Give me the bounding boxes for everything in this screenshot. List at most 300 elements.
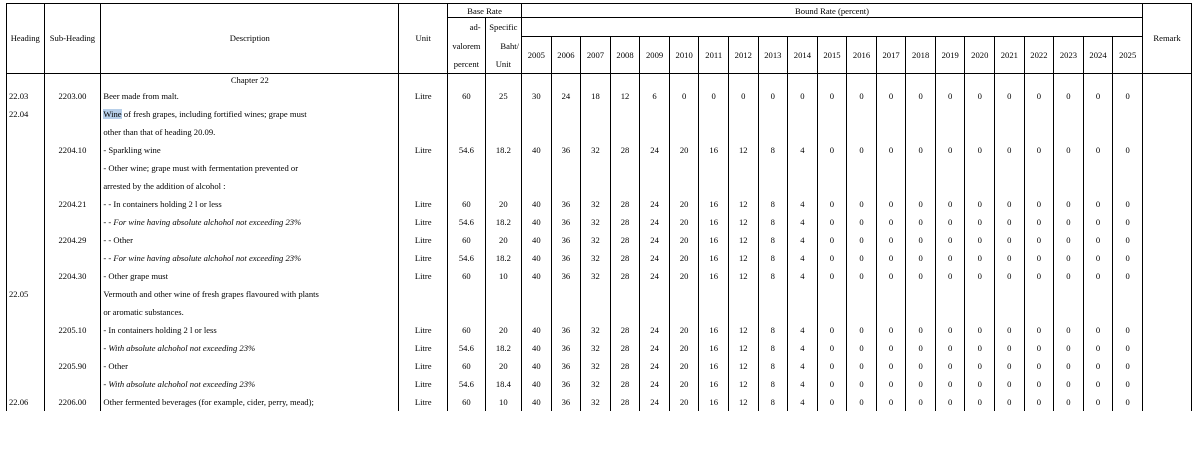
rate-cell-2008: 28 bbox=[610, 141, 640, 159]
rate-cell-2023: 0 bbox=[1054, 213, 1084, 231]
rate-cell-2006: 36 bbox=[551, 249, 581, 267]
heading-cell bbox=[7, 213, 45, 231]
rate-cell-2011: 16 bbox=[699, 249, 729, 267]
subheading-cell: 2205.10 bbox=[44, 321, 101, 339]
rate-cell-2023 bbox=[1054, 159, 1084, 177]
rate-cell-2020 bbox=[965, 159, 995, 177]
rate-cell-2021 bbox=[995, 177, 1025, 195]
heading-cell: 22.06 bbox=[7, 393, 45, 411]
specific-cell: 18.2 bbox=[485, 141, 521, 159]
rate-cell-2015 bbox=[817, 159, 847, 177]
rate-cell-2025 bbox=[1113, 159, 1143, 177]
rate-cell-2022 bbox=[1024, 105, 1054, 123]
remark-cell bbox=[1143, 159, 1192, 177]
description-cell: - - For wine having absolute alchohol not exceeding 23% bbox=[101, 213, 399, 231]
rate-cell-2014: 4 bbox=[788, 357, 818, 375]
rate-cell-2023: 0 bbox=[1054, 249, 1084, 267]
rate-cell-2018: 0 bbox=[906, 375, 936, 393]
rate-cell-2010: 20 bbox=[669, 357, 699, 375]
heading-cell bbox=[7, 321, 45, 339]
subheading-cell: 2204.30 bbox=[44, 267, 101, 285]
rate-cell-2019: 0 bbox=[935, 87, 965, 105]
rate-cell-2020: 0 bbox=[965, 357, 995, 375]
rate-cell-2011: 16 bbox=[699, 375, 729, 393]
subheading-cell bbox=[44, 159, 101, 177]
rate-cell-2020: 0 bbox=[965, 87, 995, 105]
rate-cell-2019: 0 bbox=[935, 141, 965, 159]
unit-cell: Litre bbox=[399, 339, 448, 357]
table-row bbox=[7, 339, 1192, 357]
rate-cell-2005: 40 bbox=[522, 141, 552, 159]
rate-cell-2024 bbox=[1083, 105, 1113, 123]
year-header-2017: 2017 bbox=[876, 37, 906, 74]
rate-cell-2022: 0 bbox=[1024, 267, 1054, 285]
rate-cell-2020: 0 bbox=[965, 267, 995, 285]
rate-cell-2019 bbox=[935, 123, 965, 141]
remark-cell bbox=[1143, 177, 1192, 195]
table-row bbox=[7, 267, 1192, 285]
table-row bbox=[7, 105, 1192, 123]
rate-cell-2016: 0 bbox=[847, 267, 877, 285]
table-row bbox=[7, 141, 1192, 159]
rate-cell-2015: 0 bbox=[817, 321, 847, 339]
rate-cell-2011: 16 bbox=[699, 195, 729, 213]
rate-cell-2009: 24 bbox=[640, 195, 670, 213]
rate-cell-2011: 16 bbox=[699, 339, 729, 357]
year-header-2011: 2011 bbox=[699, 37, 729, 74]
rate-cell-2018 bbox=[906, 123, 936, 141]
heading-cell bbox=[7, 159, 45, 177]
rate-cell-2005: 40 bbox=[522, 393, 552, 411]
rate-cell-2023: 0 bbox=[1054, 357, 1084, 375]
remark-cell bbox=[1143, 285, 1192, 303]
specific-cell bbox=[485, 303, 521, 321]
advalorem-cell: 54.6 bbox=[448, 141, 486, 159]
rate-cell-2017: 0 bbox=[876, 141, 906, 159]
rate-cell-2018: 0 bbox=[906, 213, 936, 231]
rate-cell-2010: 20 bbox=[669, 141, 699, 159]
remark-cell bbox=[1143, 231, 1192, 249]
rate-cell-2022 bbox=[1024, 177, 1054, 195]
rate-cell-2020: 0 bbox=[965, 393, 995, 411]
rate-cell-2008: 28 bbox=[610, 393, 640, 411]
rate-cell-2007: 32 bbox=[581, 195, 611, 213]
description-cell: Beer made from malt. bbox=[101, 87, 399, 105]
rate-cell-2008: 28 bbox=[610, 195, 640, 213]
rate-cell-2015: 0 bbox=[817, 339, 847, 357]
rate-cell-2011: 16 bbox=[699, 321, 729, 339]
advalorem-cell bbox=[448, 285, 486, 303]
rate-cell-2011 bbox=[699, 303, 729, 321]
rate-cell-2016 bbox=[847, 105, 877, 123]
rate-cell-2025: 0 bbox=[1113, 231, 1143, 249]
rate-cell-2017: 0 bbox=[876, 249, 906, 267]
rate-cell-2005: 40 bbox=[522, 213, 552, 231]
heading-cell bbox=[7, 177, 45, 195]
rate-cell-2024 bbox=[1083, 159, 1113, 177]
rate-cell-2023: 0 bbox=[1054, 321, 1084, 339]
rate-cell-2015 bbox=[817, 123, 847, 141]
rate-cell-2011 bbox=[699, 105, 729, 123]
table-row bbox=[7, 159, 1192, 177]
rate-cell-2022: 0 bbox=[1024, 87, 1054, 105]
rate-cell-2009 bbox=[640, 303, 670, 321]
rate-cell-2009: 24 bbox=[640, 321, 670, 339]
unit-cell bbox=[399, 177, 448, 195]
rate-cell-2015 bbox=[817, 177, 847, 195]
specific-cell bbox=[485, 285, 521, 303]
rate-cell-2011 bbox=[699, 159, 729, 177]
rate-cell-2022: 0 bbox=[1024, 339, 1054, 357]
rate-cell-2021: 0 bbox=[995, 213, 1025, 231]
rate-cell-2015 bbox=[817, 303, 847, 321]
rate-cell-2021: 0 bbox=[995, 249, 1025, 267]
rate-cell-2015: 0 bbox=[817, 393, 847, 411]
rate-cell-2015: 0 bbox=[817, 375, 847, 393]
specific-cell: 20 bbox=[485, 321, 521, 339]
rate-cell-2022: 0 bbox=[1024, 195, 1054, 213]
unit-column-header: Unit bbox=[399, 4, 448, 74]
rate-cell-2017 bbox=[876, 123, 906, 141]
rate-cell-2010: 20 bbox=[669, 267, 699, 285]
rate-cell-2016: 0 bbox=[847, 195, 877, 213]
rate-cell-2006: 36 bbox=[551, 393, 581, 411]
rate-cell-2013: 8 bbox=[758, 141, 788, 159]
rate-cell-2021: 0 bbox=[995, 141, 1025, 159]
rate-cell-2006: 36 bbox=[551, 141, 581, 159]
rate-cell-2006: 36 bbox=[551, 375, 581, 393]
rate-cell-2009: 24 bbox=[640, 267, 670, 285]
rate-cell-2016: 0 bbox=[847, 393, 877, 411]
rate-cell-2008 bbox=[610, 105, 640, 123]
advalorem-cell bbox=[448, 159, 486, 177]
year-header-2013: 2013 bbox=[758, 37, 788, 74]
advalorem-cell bbox=[448, 177, 486, 195]
rate-cell-2018: 0 bbox=[906, 87, 936, 105]
heading-cell bbox=[7, 267, 45, 285]
rate-cell-2007 bbox=[581, 177, 611, 195]
rate-cell-2013: 8 bbox=[758, 321, 788, 339]
rate-cell-2011: 16 bbox=[699, 141, 729, 159]
rate-cell-2005: 40 bbox=[522, 231, 552, 249]
advalorem-header-line1: ad- bbox=[448, 18, 486, 37]
rate-cell-2020: 0 bbox=[965, 375, 995, 393]
rate-cell-2022: 0 bbox=[1024, 231, 1054, 249]
rate-cell-2007: 32 bbox=[581, 267, 611, 285]
rate-cell-2025: 0 bbox=[1113, 267, 1143, 285]
rate-cell-2005: 40 bbox=[522, 375, 552, 393]
rate-cell-2017 bbox=[876, 159, 906, 177]
rate-cell-2013: 0 bbox=[758, 87, 788, 105]
rate-cell-2023: 0 bbox=[1054, 339, 1084, 357]
subheading-cell bbox=[44, 123, 101, 141]
rate-cell-2007: 32 bbox=[581, 375, 611, 393]
rate-cell-2017: 0 bbox=[876, 321, 906, 339]
rate-cell-2010 bbox=[669, 177, 699, 195]
rate-cell-2019 bbox=[935, 303, 965, 321]
rate-cell-2020: 0 bbox=[965, 321, 995, 339]
specific-cell: 25 bbox=[485, 87, 521, 105]
rate-cell-2014 bbox=[788, 285, 818, 303]
rate-cell-2007: 32 bbox=[581, 339, 611, 357]
rate-cell-2025: 0 bbox=[1113, 87, 1143, 105]
rate-cell-2014: 4 bbox=[788, 339, 818, 357]
heading-cell bbox=[7, 357, 45, 375]
rate-cell-2012 bbox=[728, 123, 758, 141]
rate-cell-2012: 12 bbox=[728, 375, 758, 393]
table-row bbox=[7, 357, 1192, 375]
table-body bbox=[7, 73, 1192, 411]
rate-cell-2007 bbox=[581, 303, 611, 321]
rate-cell-2022 bbox=[1024, 123, 1054, 141]
rate-cell-2022: 0 bbox=[1024, 357, 1054, 375]
rate-cell-2011 bbox=[699, 177, 729, 195]
description-cell: or aromatic substances. bbox=[101, 303, 399, 321]
rate-cell-2005: 40 bbox=[522, 357, 552, 375]
rate-cell-2006: 36 bbox=[551, 231, 581, 249]
rate-cell-2014 bbox=[788, 159, 818, 177]
rate-cell-2023: 0 bbox=[1054, 195, 1084, 213]
description-cell: - With absolute alchohol not exceeding 23% bbox=[101, 375, 399, 393]
heading-cell: 22.05 bbox=[7, 285, 45, 303]
highlighted-word: Wine bbox=[103, 108, 122, 119]
rate-cell-2024: 0 bbox=[1083, 393, 1113, 411]
rate-cell-2023: 0 bbox=[1054, 141, 1084, 159]
rate-cell-2019: 0 bbox=[935, 375, 965, 393]
specific-cell: 20 bbox=[485, 195, 521, 213]
unit-cell bbox=[399, 159, 448, 177]
advalorem-cell: 54.6 bbox=[448, 249, 486, 267]
rate-cell-2019 bbox=[935, 105, 965, 123]
rate-cell-2006 bbox=[551, 159, 581, 177]
rate-cell-2025: 0 bbox=[1113, 195, 1143, 213]
rate-cell-2012 bbox=[728, 177, 758, 195]
rate-cell-2014 bbox=[788, 303, 818, 321]
rate-cell-2016: 0 bbox=[847, 249, 877, 267]
year-header-2016: 2016 bbox=[847, 37, 877, 74]
description-cell bbox=[101, 105, 399, 123]
subheading-cell: 2206.00 bbox=[44, 393, 101, 411]
year-header-2018: 2018 bbox=[906, 37, 936, 74]
rate-cell-2021 bbox=[995, 123, 1025, 141]
rate-cell-2010 bbox=[669, 285, 699, 303]
year-header-2014: 2014 bbox=[788, 37, 818, 74]
rate-cell-2021 bbox=[995, 105, 1025, 123]
unit-cell: Litre bbox=[399, 249, 448, 267]
rate-cell-2007: 32 bbox=[581, 213, 611, 231]
rate-cell-2024 bbox=[1083, 285, 1113, 303]
heading-cell bbox=[7, 195, 45, 213]
chapter-row bbox=[7, 73, 1192, 87]
heading-column-header: Heading bbox=[7, 4, 45, 74]
rate-cell-2011: 16 bbox=[699, 393, 729, 411]
rate-cell-2006 bbox=[551, 285, 581, 303]
table-row bbox=[7, 213, 1192, 231]
rate-cell-2015: 0 bbox=[817, 231, 847, 249]
specific-cell: 18.2 bbox=[485, 213, 521, 231]
subheading-column-header: Sub-Heading bbox=[44, 4, 101, 74]
rate-cell-2025: 0 bbox=[1113, 321, 1143, 339]
remark-column-header: Remark bbox=[1143, 4, 1192, 74]
unit-cell: Litre bbox=[399, 141, 448, 159]
rate-cell-2013: 8 bbox=[758, 339, 788, 357]
rate-cell-2015: 0 bbox=[817, 141, 847, 159]
specific-cell: 10 bbox=[485, 267, 521, 285]
unit-cell: Litre bbox=[399, 87, 448, 105]
rate-cell-2015: 0 bbox=[817, 267, 847, 285]
rate-cell-2008: 28 bbox=[610, 357, 640, 375]
rate-cell-2014: 4 bbox=[788, 213, 818, 231]
rate-cell-2014: 4 bbox=[788, 141, 818, 159]
rate-cell-2016: 0 bbox=[847, 357, 877, 375]
rate-cell-2016: 0 bbox=[847, 375, 877, 393]
specific-cell bbox=[485, 105, 521, 123]
rate-cell-2018 bbox=[906, 303, 936, 321]
rate-cell-2021: 0 bbox=[995, 339, 1025, 357]
rate-cell-2007: 18 bbox=[581, 87, 611, 105]
rate-cell-2017: 0 bbox=[876, 375, 906, 393]
rate-cell-2018: 0 bbox=[906, 321, 936, 339]
rate-cell-2021: 0 bbox=[995, 393, 1025, 411]
table-row bbox=[7, 123, 1192, 141]
rate-cell-2017 bbox=[876, 285, 906, 303]
rate-cell-2020: 0 bbox=[965, 339, 995, 357]
rate-cell-2013 bbox=[758, 159, 788, 177]
rate-cell-2016: 0 bbox=[847, 231, 877, 249]
rate-cell-2025 bbox=[1113, 285, 1143, 303]
rate-cell-2007 bbox=[581, 285, 611, 303]
unit-cell: Litre bbox=[399, 231, 448, 249]
table-row bbox=[7, 87, 1192, 105]
heading-cell bbox=[7, 375, 45, 393]
unit-cell: Litre bbox=[399, 267, 448, 285]
rate-cell-2012 bbox=[728, 159, 758, 177]
rate-cell-2025: 0 bbox=[1113, 393, 1143, 411]
unit-cell: Litre bbox=[399, 195, 448, 213]
rate-cell-2006: 36 bbox=[551, 213, 581, 231]
rate-cell-2025 bbox=[1113, 105, 1143, 123]
remark-cell bbox=[1143, 249, 1192, 267]
rate-cell-2007 bbox=[581, 105, 611, 123]
rate-cell-2014: 4 bbox=[788, 321, 818, 339]
description-cell: - - Other bbox=[101, 231, 399, 249]
rate-cell-2012 bbox=[728, 285, 758, 303]
description-cell: arrested by the addition of alcohol : bbox=[101, 177, 399, 195]
rate-cell-2018: 0 bbox=[906, 339, 936, 357]
rate-cell-2011: 0 bbox=[699, 87, 729, 105]
rate-cell-2017 bbox=[876, 177, 906, 195]
rate-cell-2014 bbox=[788, 105, 818, 123]
rate-cell-2008: 28 bbox=[610, 321, 640, 339]
year-header-2010: 2010 bbox=[669, 37, 699, 74]
rate-cell-2016 bbox=[847, 285, 877, 303]
rate-cell-2021: 0 bbox=[995, 321, 1025, 339]
rate-cell-2005: 40 bbox=[522, 321, 552, 339]
rate-cell-2024 bbox=[1083, 177, 1113, 195]
rate-cell-2023: 0 bbox=[1054, 393, 1084, 411]
rate-cell-2013: 8 bbox=[758, 267, 788, 285]
rate-cell-2013 bbox=[758, 177, 788, 195]
rate-cell-2013: 8 bbox=[758, 249, 788, 267]
rate-cell-2007 bbox=[581, 123, 611, 141]
rate-cell-2021: 0 bbox=[995, 357, 1025, 375]
rate-cell-2010: 20 bbox=[669, 213, 699, 231]
rate-cell-2009 bbox=[640, 285, 670, 303]
rate-cell-2018: 0 bbox=[906, 393, 936, 411]
heading-cell bbox=[7, 249, 45, 267]
rate-cell-2005 bbox=[522, 303, 552, 321]
rate-cell-2012: 0 bbox=[728, 87, 758, 105]
description-cell: other than that of heading 20.09. bbox=[101, 123, 399, 141]
rate-cell-2021: 0 bbox=[995, 267, 1025, 285]
rate-cell-2009 bbox=[640, 105, 670, 123]
heading-cell bbox=[7, 339, 45, 357]
rate-cell-2005 bbox=[522, 159, 552, 177]
rate-cell-2010 bbox=[669, 159, 699, 177]
rate-cell-2025: 0 bbox=[1113, 375, 1143, 393]
specific-cell bbox=[485, 159, 521, 177]
rate-cell-2014 bbox=[788, 123, 818, 141]
rate-cell-2010: 20 bbox=[669, 375, 699, 393]
advalorem-cell: 60 bbox=[448, 231, 486, 249]
rate-cell-2009: 24 bbox=[640, 141, 670, 159]
rate-cell-2020 bbox=[965, 177, 995, 195]
rate-cell-2024: 0 bbox=[1083, 249, 1113, 267]
rate-cell-2025 bbox=[1113, 177, 1143, 195]
rate-cell-2017: 0 bbox=[876, 393, 906, 411]
rate-cell-2021: 0 bbox=[995, 87, 1025, 105]
year-header-2021: 2021 bbox=[995, 37, 1025, 74]
rate-cell-2008 bbox=[610, 303, 640, 321]
remark-cell bbox=[1143, 87, 1192, 105]
table-row bbox=[7, 285, 1192, 303]
remark-cell bbox=[1143, 375, 1192, 393]
rate-cell-2010: 20 bbox=[669, 393, 699, 411]
rate-cell-2021 bbox=[995, 303, 1025, 321]
rate-cell-2019: 0 bbox=[935, 195, 965, 213]
unit-cell: Litre bbox=[399, 321, 448, 339]
rate-cell-2024 bbox=[1083, 123, 1113, 141]
subheading-cell bbox=[44, 339, 101, 357]
rate-cell-2006 bbox=[551, 177, 581, 195]
subheading-cell: 2205.90 bbox=[44, 357, 101, 375]
rate-cell-2019: 0 bbox=[935, 231, 965, 249]
subheading-cell: 2204.21 bbox=[44, 195, 101, 213]
rate-cell-2010 bbox=[669, 105, 699, 123]
rate-cell-2012 bbox=[728, 105, 758, 123]
rate-cell-2006 bbox=[551, 105, 581, 123]
rate-cell-2014: 4 bbox=[788, 375, 818, 393]
rate-cell-2013: 8 bbox=[758, 195, 788, 213]
rate-cell-2014: 4 bbox=[788, 249, 818, 267]
year-header-2006: 2006 bbox=[551, 37, 581, 74]
rate-cell-2017 bbox=[876, 105, 906, 123]
rate-cell-2025 bbox=[1113, 303, 1143, 321]
rate-cell-2018 bbox=[906, 285, 936, 303]
rate-cell-2009: 24 bbox=[640, 231, 670, 249]
rate-cell-2011: 16 bbox=[699, 213, 729, 231]
rate-cell-2022 bbox=[1024, 159, 1054, 177]
rate-cell-2005: 40 bbox=[522, 249, 552, 267]
rate-cell-2020: 0 bbox=[965, 195, 995, 213]
rate-cell-2024: 0 bbox=[1083, 339, 1113, 357]
unit-cell bbox=[399, 123, 448, 141]
subheading-cell bbox=[44, 213, 101, 231]
rate-cell-2011: 16 bbox=[699, 357, 729, 375]
rate-cell-2014: 0 bbox=[788, 87, 818, 105]
rate-cell-2011: 16 bbox=[699, 267, 729, 285]
rate-cell-2024: 0 bbox=[1083, 321, 1113, 339]
